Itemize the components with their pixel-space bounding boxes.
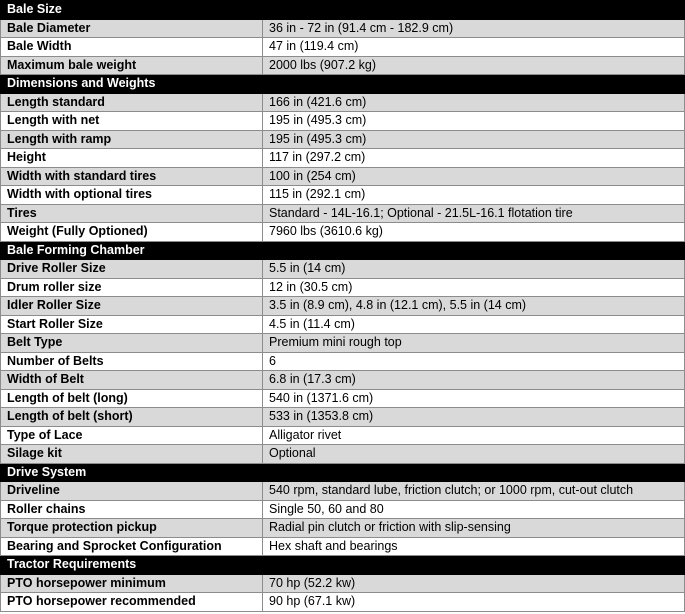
spec-label: Width of Belt <box>1 371 263 390</box>
section-header-drive-system <box>1 463 685 482</box>
spec-row <box>1 537 685 556</box>
spec-value: 195 in (495.3 cm) <box>263 130 685 149</box>
spec-row <box>1 204 685 223</box>
spec-row <box>1 519 685 538</box>
spec-value: Alligator rivet <box>263 426 685 445</box>
spec-row <box>1 389 685 408</box>
spec-label: Length standard <box>1 93 263 112</box>
spec-label: Width with standard tires <box>1 167 263 186</box>
spec-label: Start Roller Size <box>1 315 263 334</box>
spec-label: Maximum bale weight <box>1 56 263 75</box>
spec-row <box>1 426 685 445</box>
spec-label: PTO horsepower minimum <box>1 574 263 593</box>
spec-value: 540 rpm, standard lube, friction clutch; or 1000 rpm, cut-out clutch <box>263 482 685 501</box>
section-title: Bale Size <box>1 1 263 20</box>
spec-row <box>1 93 685 112</box>
spec-value: 5.5 in (14 cm) <box>263 260 685 279</box>
spec-row <box>1 408 685 427</box>
spec-label: Type of Lace <box>1 426 263 445</box>
spec-row <box>1 593 685 612</box>
spec-value: 4.5 in (11.4 cm) <box>263 315 685 334</box>
spec-row <box>1 223 685 242</box>
spec-value: Optional <box>263 445 685 464</box>
spec-row <box>1 186 685 205</box>
section-title: Dimensions and Weights <box>1 75 263 94</box>
spec-label: Length of belt (long) <box>1 389 263 408</box>
spec-label: Bearing and Sprocket Configuration <box>1 537 263 556</box>
spec-label: Drum roller size <box>1 278 263 297</box>
spec-row <box>1 482 685 501</box>
spec-label: PTO horsepower recommended <box>1 593 263 612</box>
spec-value: 533 in (1353.8 cm) <box>263 408 685 427</box>
spec-label: Idler Roller Size <box>1 297 263 316</box>
spec-value: Hex shaft and bearings <box>263 537 685 556</box>
section-header-tractor-requirements <box>1 556 685 575</box>
section-header-empty-cell <box>263 1 685 20</box>
spec-value: Single 50, 60 and 80 <box>263 500 685 519</box>
section-header-bale-forming-chamber <box>1 241 685 260</box>
spec-value: 100 in (254 cm) <box>263 167 685 186</box>
spec-row <box>1 130 685 149</box>
spec-row <box>1 297 685 316</box>
section-title: Tractor Requirements <box>1 556 263 575</box>
spec-value: 166 in (421.6 cm) <box>263 93 685 112</box>
section-header-empty-cell <box>263 241 685 260</box>
section-header-empty-cell <box>263 556 685 575</box>
spec-row <box>1 149 685 168</box>
spec-value: 90 hp (67.1 kw) <box>263 593 685 612</box>
spec-row <box>1 112 685 131</box>
spec-row <box>1 260 685 279</box>
spec-value: 70 hp (52.2 kw) <box>263 574 685 593</box>
spec-row <box>1 574 685 593</box>
spec-row <box>1 38 685 57</box>
spec-label: Length with ramp <box>1 130 263 149</box>
spec-value: Radial pin clutch or friction with slip-sensing <box>263 519 685 538</box>
spec-label: Belt Type <box>1 334 263 353</box>
specifications-table-body <box>1 1 685 612</box>
spec-label: Length of belt (short) <box>1 408 263 427</box>
spec-label: Silage kit <box>1 445 263 464</box>
spec-row <box>1 445 685 464</box>
section-header-dimensions-and-weights <box>1 75 685 94</box>
spec-row <box>1 19 685 38</box>
spec-value: 540 in (1371.6 cm) <box>263 389 685 408</box>
section-header-bale-size <box>1 1 685 20</box>
spec-value: 3.5 in (8.9 cm), 4.8 in (12.1 cm), 5.5 in (14 cm) <box>263 297 685 316</box>
section-header-empty-cell <box>263 75 685 94</box>
spec-value: 36 in - 72 in (91.4 cm - 182.9 cm) <box>263 19 685 38</box>
spec-label: Torque protection pickup <box>1 519 263 538</box>
spec-label: Tires <box>1 204 263 223</box>
spec-label: Bale Diameter <box>1 19 263 38</box>
spec-label: Weight (Fully Optioned) <box>1 223 263 242</box>
spec-label: Driveline <box>1 482 263 501</box>
spec-value: 195 in (495.3 cm) <box>263 112 685 131</box>
spec-row <box>1 352 685 371</box>
section-header-empty-cell <box>263 463 685 482</box>
spec-row <box>1 278 685 297</box>
spec-label: Number of Belts <box>1 352 263 371</box>
section-title: Bale Forming Chamber <box>1 241 263 260</box>
spec-label: Roller chains <box>1 500 263 519</box>
spec-value: 115 in (292.1 cm) <box>263 186 685 205</box>
spec-row <box>1 167 685 186</box>
spec-value: 117 in (297.2 cm) <box>263 149 685 168</box>
spec-value: 2000 lbs (907.2 kg) <box>263 56 685 75</box>
spec-value: 7960 lbs (3610.6 kg) <box>263 223 685 242</box>
spec-value: Premium mini rough top <box>263 334 685 353</box>
spec-row <box>1 56 685 75</box>
spec-label: Drive Roller Size <box>1 260 263 279</box>
spec-label: Height <box>1 149 263 168</box>
spec-value: Standard - 14L-16.1; Optional - 21.5L-16.1 flotation tire <box>263 204 685 223</box>
spec-label: Width with optional tires <box>1 186 263 205</box>
spec-value: 6 <box>263 352 685 371</box>
spec-value: 47 in (119.4 cm) <box>263 38 685 57</box>
spec-row <box>1 500 685 519</box>
spec-label: Length with net <box>1 112 263 131</box>
spec-value: 12 in (30.5 cm) <box>263 278 685 297</box>
section-title: Drive System <box>1 463 263 482</box>
spec-row <box>1 334 685 353</box>
spec-row <box>1 371 685 390</box>
spec-value: 6.8 in (17.3 cm) <box>263 371 685 390</box>
spec-row <box>1 315 685 334</box>
spec-label: Bale Width <box>1 38 263 57</box>
